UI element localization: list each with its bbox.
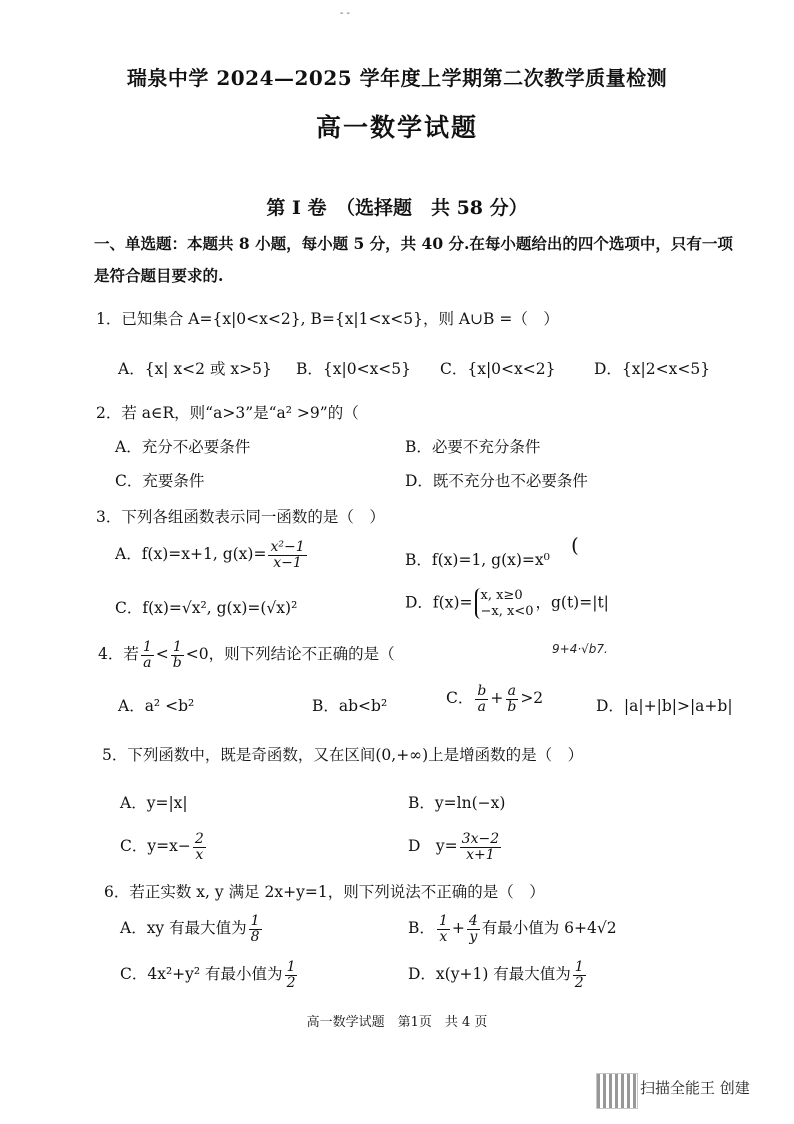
question-5-option-d [408,832,503,862]
q4-lead: 4．若 [98,645,139,664]
q6a-frac [249,914,262,944]
q4c-plus: + [490,689,504,708]
q6b-frac1-num: 1 [438,913,448,929]
q4c-frac1-num: b [477,683,487,699]
question-5-option-a: A．y=|x| [120,794,188,812]
q4-less-than: < [155,645,169,664]
question-6-option-c [120,960,299,990]
q6a-text: A．xy 有最大值为 [120,919,247,938]
question-2-stem: 2．若 a∈R，则“a>3”是“a² >9”的（ [96,404,359,422]
handwritten-note: 9+4·√b7. [552,642,608,656]
q4c-frac1-den: a [477,698,487,715]
q5c-frac [193,832,206,862]
question-3-option-c: C．f(x)=√x², g(x)=(√x)² [115,599,298,617]
q5d-frac-den: x+1 [466,846,495,863]
q3d-case2: −x, x<0 [480,603,534,619]
scanner-logo-icon [596,1073,638,1109]
question-3-option-d [405,588,609,619]
question-1-stem: 1．已知集合 A={x|0<x<2}, B={x|1<x<5}，则 A∪B =（ ） [96,310,559,328]
q3a-text: A．f(x)=x+1, g(x)= [115,545,267,564]
question-2-option-d: D．既不充分也不必要条件 [405,472,588,490]
section-instruction-line1: 一、单选题：本题共 8 小题，每小题 5 分，共 40 分.在每小题给出的四个选项中，只有一项 [94,234,733,253]
q4-tail: <0，则下列结论不正确的是（ [185,645,395,664]
scanner-watermark: 扫描全能王 创建 [640,1079,750,1097]
q6d-frac-den: 2 [574,974,584,991]
question-2-option-c: C．充要条件 [115,472,205,490]
question-6-option-d [408,960,588,990]
question-1-option-a: A．{x| x<2 或 x>5} [118,360,272,378]
q4-frac-a [141,640,154,670]
q3d-piecewise [475,588,534,619]
top-marks: - - [340,8,350,19]
q3a-denominator: x−1 [273,554,302,571]
question-3-stem: 3．下列各组函数表示同一函数的是（ ） [96,508,385,526]
q5d-text: D y= [408,837,458,856]
q3d-case1: x, x≥0 [480,588,523,603]
q3a-fraction [268,540,306,570]
question-5-stem: 5．下列函数中，既是奇函数，又在区间(0,+∞)上是增函数的是（ ） [102,746,584,764]
page-footer: 高一数学试题 第1页 共 4 页 [306,1015,488,1030]
question-2-option-a: A．充分不必要条件 [115,438,251,456]
q5c-frac-num: 2 [194,831,204,847]
question-4-option-b: B．ab<b² [312,697,388,715]
q3d-tail: ，g(t)=|t| [535,593,609,612]
q6c-text: C．4x²+y² 有最小值为 [120,965,283,984]
question-1-option-c: C．{x|0<x<2} [440,360,556,378]
q6b-plus: + [451,919,465,938]
q6a-frac-num: 1 [250,913,260,929]
q5c-text: C．y=x− [120,837,191,856]
q3d-text: D．f(x)= [405,593,473,612]
question-6-option-b [408,914,617,944]
q6c-frac [285,960,298,990]
q4-frac-a-num: 1 [142,639,152,655]
q6a-frac-den: 8 [250,928,260,945]
q5d-frac-num: 3x−2 [461,831,500,847]
q6b-frac2-den: y [469,928,478,945]
q6c-frac-num: 1 [286,959,296,975]
q6d-frac [573,960,586,990]
exam-title: 瑞泉中学 2024—2025 学年度上学期第二次教学质量检测 [126,66,668,90]
q4-frac-a-den: a [143,654,152,671]
question-3-option-a [115,540,309,570]
question-1-option-d: D．{x|2<x<5} [594,360,711,378]
q4c-frac2-num: a [507,683,516,699]
q6b-frac2 [467,914,480,944]
handwritten-parenthesis: ( [571,533,579,557]
q5d-frac [460,832,501,862]
q3a-numerator: x²−1 [270,539,305,555]
volume-heading: 第 I 卷 （选择题 共 58 分） [266,197,528,219]
question-3-option-b: B．f(x)=1, g(x)=x⁰ [405,551,550,569]
section-instruction-line2: 是符合题目要求的. [94,266,224,285]
q6b-tail: 有最小值为 6+4√2 [481,919,617,938]
q6b-frac1 [437,914,450,944]
q5c-frac-den: x [195,846,204,863]
q6b-frac1-den: x [439,928,448,945]
q4c-frac2-den: b [507,698,517,715]
q6b-frac2-num: 4 [468,913,478,929]
question-4-stem [98,640,395,670]
q4c-frac2 [505,684,518,714]
exam-subtitle: 高一数学试题 [315,113,478,142]
q4-frac-b-den: b [172,654,182,671]
question-2-option-b: B．必要不充分条件 [405,438,541,456]
question-6-stem: 6．若正实数 x, y 满足 2x+y=1，则下列说法不正确的是（ ） [104,883,545,901]
q4-frac-b [171,640,184,670]
question-4-option-d: D．|a|+|b|>|a+b| [596,697,733,715]
q6c-frac-den: 2 [286,974,296,991]
question-4-option-a: A．a² <b² [118,697,195,715]
q4c-frac1 [475,684,488,714]
q4-frac-b-num: 1 [172,639,182,655]
question-6-option-a [120,914,264,944]
q4c-label: C． [446,689,474,708]
question-4-option-c [446,684,543,714]
q4c-tail: >2 [520,689,544,708]
q6b-label: B． [408,919,435,938]
q6d-frac-num: 1 [574,959,584,975]
question-1-option-b: B．{x|0<x<5} [296,360,412,378]
question-5-option-c [120,832,208,862]
q6d-text: D．x(y+1) 有最大值为 [408,965,571,984]
question-5-option-b: B．y=ln(−x) [408,794,506,812]
